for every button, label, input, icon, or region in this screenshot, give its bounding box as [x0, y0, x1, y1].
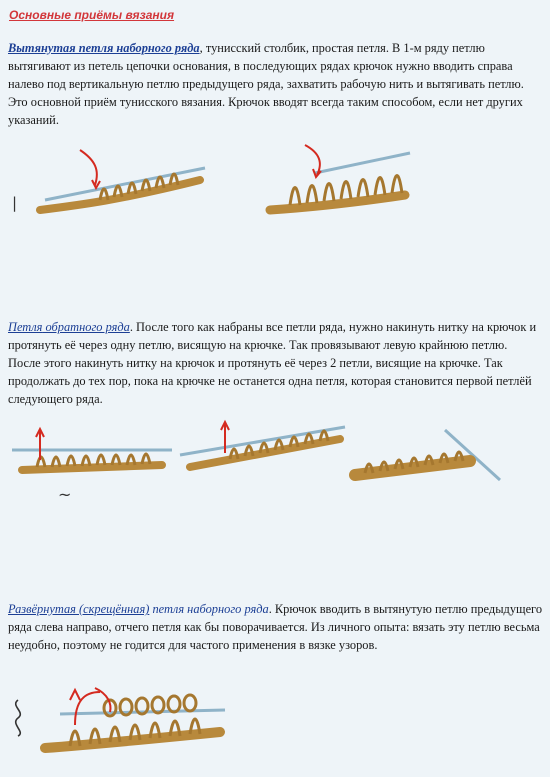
section-1-term: Вытянутая петля наборного ряда	[8, 41, 200, 55]
section-3-term-b: петля наборного ряда	[149, 602, 269, 616]
illustration-1b	[265, 135, 415, 225]
illustration-2c	[350, 425, 510, 495]
illustration-1a	[40, 140, 210, 220]
figure-eight-mark-icon	[8, 698, 28, 738]
illustration-2b	[180, 415, 350, 475]
section-2-term-a: Петля	[8, 320, 43, 334]
section-3-paragraph	[8, 600, 543, 654]
section-2-term-b: обратного ряда	[42, 320, 130, 334]
section-1-paragraph	[8, 39, 543, 129]
section-2-text: . После того как набраны все петли ряда, нужно накинуть нитку на крючок и протянуть её через одну петлю, висящую на крючке. Так провязывают левую крайнюю петлю. После этого накинуть нитку на крючок и протянуть её через 2 петли, висящие на крючке. Так продолжать до тех пор, пока на крючке не останется одна петля, которая становится первой петлёй следующего ряда.	[8, 320, 537, 406]
section-3-term-a: Развёрнутая (скрещённая)	[8, 602, 150, 616]
section-2-paragraph	[8, 318, 543, 408]
bar-mark-icon: |	[12, 194, 18, 212]
tilde-mark-icon: ~	[58, 485, 72, 504]
illustration-2a	[12, 425, 177, 485]
section-3-text: . Крючок вводить в вытянутую петлю предыдущего ряда слева направо, отчего петля как бы поворачивается. Из личного опыта: вязать эту петлю весьма неудобно, поэтому не годится для частого применения в вязке узоров.	[8, 602, 543, 652]
page-title: Основные приёмы вязания	[9, 8, 175, 22]
section-1-text: , тунисский столбик, простая петля. В 1-м ряду петлю вытягивают из петель цепочки основания, в последующих рядах крючок нужно вводить справа налево под вертикальную петлю предыдущего ряда, захватить рабочую нить и вытягивать петлю. Это основной приём тунисского вязания. Крючок вводят всегда таким способом, если нет других указаний.	[8, 41, 524, 127]
illustration-3	[40, 680, 230, 760]
